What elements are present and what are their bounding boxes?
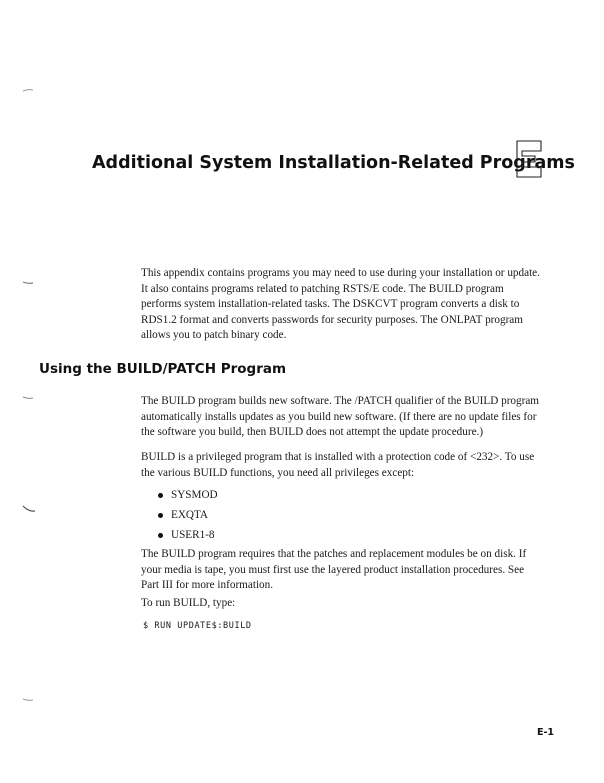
bullet-icon [158,513,163,518]
margin-mark [22,698,34,700]
appendix-letter-box [515,139,543,179]
bullet-icon [158,493,163,498]
list-item: SYSMOD [158,485,218,505]
margin-mark [22,505,34,507]
section-heading: Using the BUILD/PATCH Program [39,361,287,377]
margin-mark [22,88,34,90]
body-paragraph: To run BUILD, type: [141,597,236,609]
body-paragraph: The BUILD program requires that the patches and replacement modules be on disk. If your media is tape, you must first use the layered product installation procedures. See Part III for more information. [141,548,527,592]
bullet-icon [158,533,163,538]
chapter-title: Additional System Installation-Related Programs [92,153,575,173]
command-example: $ RUN UPDATE$:BUILD [143,621,252,631]
page-number: E-1 [537,727,555,738]
list-item: USER1-8 [158,525,218,545]
privileges-list [158,485,218,545]
body-paragraph: BUILD is a privileged program that is installed with a protection code of <232>. To use the various BUILD functions, you need all privileges except: [141,451,535,479]
margin-mark [22,396,34,398]
margin-mark [22,281,34,283]
list-item: EXQTA [158,505,218,525]
body-paragraph: The BUILD program builds new software. The /PATCH qualifier of the BUILD program automatically installs updates as you build new software. (If there are no update files for the software you build, then BUILD does not attempt the update procedure.) [141,395,540,439]
intro-paragraph: This appendix contains programs you may need to use during your installation or update. It also contains programs related to patching RSTS/E code. The BUILD program performs system installation-related tasks. The DSKCVT program converts a disk to RDS1.2 format and converts passwords for security purposes. The ONLPAT program allows you to patch binary code. [141,267,540,342]
